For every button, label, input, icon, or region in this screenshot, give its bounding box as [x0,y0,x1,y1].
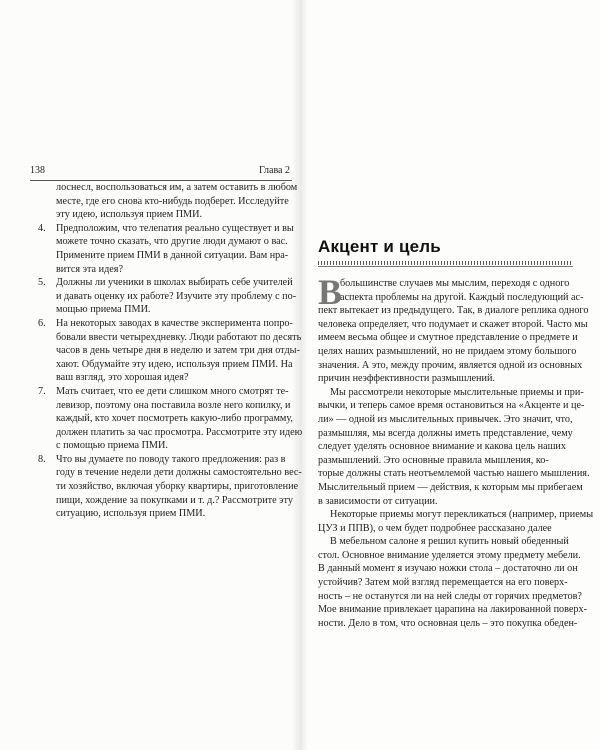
book-gutter [292,0,308,750]
text-line [38,276,293,290]
line-text: Мать считает, что ее дети слишком много смотрят те- [56,385,289,397]
text-line: имеем весьма общее и смутное представление о предмете и [318,332,578,344]
text-line: Некоторые приемы могут перекликаться (например, приемы [330,509,594,521]
line-text: с помощью приема ПМИ. [56,440,168,452]
text-line [38,371,281,385]
section-title: Акцент и цель [318,237,441,256]
text-line: ли» — одной из мыслительных привычек. Это значит, что, [318,413,573,425]
text-line [38,507,281,521]
line-text: Должны ли ученики в школах выбирать себе учителей [56,277,293,289]
drop-cap: В [318,272,343,312]
line-text: На некоторых заводах в качестве эксперимента попро- [56,317,293,329]
text-line [38,426,303,440]
chapter-name: Глава 2 [259,165,290,176]
text-line [38,480,299,494]
text-line [38,399,291,413]
text-line [38,222,294,236]
text-line: аспекта проблемы на другой. Каждый последующий ас- [340,291,584,303]
text-line: большинстве случаев мы мыслим, переходя с одного [340,278,570,289]
text-line: размышлений. Это основные правила мышления, ко- [318,454,549,466]
text-line: пект вытекает из предыдущего. Так, в диалоге реплика одного [318,305,589,317]
text-line [38,453,286,467]
text-line [38,303,281,317]
line-text: должен платить за час просмотра. Рассмотрите эту идею [56,426,303,438]
text-line [38,249,289,263]
text-line: целях наших размышлений, но не придаем этому большого [318,345,577,357]
text-line: В мебельном салоне я решил купить новый обеденный [330,536,569,548]
text-line [38,385,289,399]
text-line: причин неэффективности размышлений. [318,373,495,385]
line-text: ваш взгляд, это хорошая идея? [56,372,189,384]
text-line [38,331,302,345]
text-line: Мы рассмотрели некоторые мыслительные приемы и при- [330,386,584,398]
line-text: часов в день четыре дня в неделю и затем три дня отды- [56,345,300,357]
line-text: Что вы думаете по поводу такого предложения: раз в [56,453,286,465]
line-text: бовали ввести четырехдневку. Люди работают по десять [56,331,302,343]
line-text: хают. Обдумайте эту идею, используя прием ПМИ. На [56,358,293,370]
title-underline [318,266,573,267]
text-line: В данный момент я изучаю ножки стола – достаточно ли он [318,563,578,575]
item-number: 4. [38,222,46,234]
text-line: стол. Основное внимание уделяется этому предмету мебели. [318,549,581,561]
text-line [38,235,288,249]
line-text: ти хозяйство, включая уборку квартиры, приготовление [56,481,299,493]
line-text: году в течение недели дети должны самостоятельно вес- [56,467,302,479]
line-text: месте, где его снова кто-нибудь подберет. Исследуйте [56,195,289,207]
item-number: 7. [38,385,46,397]
line-text: эту идею, используя прием ПМИ. [56,209,203,221]
text-line: Мое внимание привлекает царапина на лакированной поверх- [318,604,587,616]
text-line [38,263,281,277]
text-line: Мыслительный прием — действия, к которым мы прибегаем [318,481,583,493]
line-text: Предположим, что телепатия реально существует и вы [56,222,294,234]
line-text: пищи, хождение за покупками и т. д.? Рассмотрите эту [56,494,293,506]
text-line: ность – не останутся ли на ней следы от горячих предметов? [318,590,582,602]
text-line: ЦУЗ и ППВ), о чем будет подробнее рассказано далее [318,522,552,534]
running-header [30,164,292,181]
line-text: можете точно сказать, что другие люди думают о вас. [56,236,288,248]
line-text: вится эта идея? [56,263,123,275]
text-line [38,344,300,358]
line-text: и давать оценку их работе? Изучите эту проблему с по- [56,290,297,302]
text-line [38,439,281,453]
line-text: мощью приема ПМИ. [56,304,151,316]
line-text: лоснесл, воспользоваться им, а затем оставить в любом [56,182,298,193]
text-line [38,466,302,480]
text-line: размышляя, мы всегда должны иметь представление, чему [318,427,573,439]
text-line [38,494,293,508]
line-text: левизор, поэтому она поставила возле него копилку, и [56,399,291,411]
text-line [38,208,281,222]
line-text: Примените прием ПМИ в данной ситуации. Вам нра- [56,249,289,261]
text-line: человека определяет, что подумает и скажет второй. Часто мы [318,318,588,330]
text-line [38,195,289,209]
text-line [38,290,297,304]
section-body [318,272,594,630]
item-number: 8. [38,453,46,465]
item-number: 6. [38,317,46,329]
text-line [38,412,293,426]
text-line: вычки, и теперь самое время остановиться на «Акценте и це- [318,400,585,412]
exercise-list [38,181,303,521]
text-line: значения. А это, между прочим, является одной из основных [318,359,583,371]
title-decorative-rule [318,261,573,265]
text-line: устойчив? Затем мой взгляд перемещается на его поверх- [318,577,568,589]
text-line [38,181,298,195]
text-line: в зависимости от ситуации. [318,495,438,507]
page-number: 138 [30,165,45,176]
line-text: каждый, кто хочет посмотреть какую-либо программу, [56,413,293,425]
text-line [38,358,293,372]
text-line: торые должны стать неотъемлемой частью нашего мышления. [318,468,590,480]
item-number: 5. [38,277,46,289]
line-text: ситуацию, используя прием ПМИ. [56,508,206,520]
text-line: ности. Дело в том, что основная цель – это покупка обеден- [318,617,578,629]
text-line [38,317,293,331]
text-line: следует уделять основное внимание и какова цель наших [318,441,566,453]
